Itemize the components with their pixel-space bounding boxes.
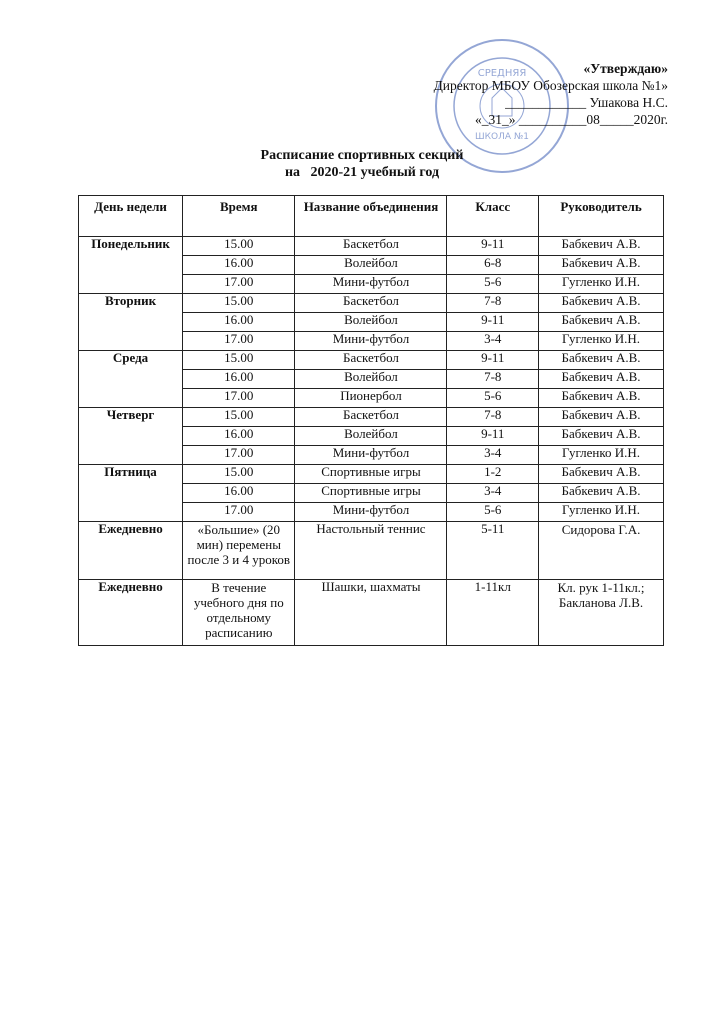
section-cell: Настольный теннис: [295, 522, 447, 580]
section-cell: Баскетбол: [295, 294, 447, 313]
leader-cell: Гугленко И.Н.: [539, 332, 664, 351]
class-cell: 5-6: [447, 389, 539, 408]
day-cell: Среда: [79, 351, 183, 408]
section-cell: Волейбол: [295, 256, 447, 275]
approval-date: «_31_» __________08_____2020г.: [474, 112, 668, 127]
svg-text:СРЕДНЯЯ: СРЕДНЯЯ: [477, 68, 527, 79]
section-cell: Баскетбол: [295, 408, 447, 427]
section-cell: Шашки, шахматы: [295, 580, 447, 646]
time-cell: «Большие» (20 мин) перемены после 3 и 4 уроков: [183, 522, 295, 580]
day-cell: Ежедневно: [79, 522, 183, 580]
class-cell: 7-8: [447, 294, 539, 313]
leader-cell: Бабкевич А.В.: [539, 389, 664, 408]
table-row: [79, 522, 664, 580]
table-row: [79, 408, 664, 427]
section-cell: Мини-футбол: [295, 446, 447, 465]
time-cell: 17.00: [183, 332, 295, 351]
leader-cell: Бабкевич А.В.: [539, 237, 664, 256]
section-cell: Волейбол: [295, 313, 447, 332]
table-row: [79, 294, 664, 313]
title-line-2: на 2020-21 учебный год: [284, 165, 440, 180]
approval-block: [434, 60, 668, 128]
page-title: [0, 147, 724, 181]
time-cell: 17.00: [183, 275, 295, 294]
leader-cell: Бабкевич А.В.: [539, 408, 664, 427]
leader-cell: Кл. рук 1-11кл.; Бакланова Л.В.: [539, 580, 664, 646]
table-row: [79, 465, 664, 484]
leader-cell: Бабкевич А.В.: [539, 427, 664, 446]
time-cell: 15.00: [183, 237, 295, 256]
approval-director: Директор МБОУ Обозерская школа №1»: [433, 78, 668, 93]
header-day: День недели: [79, 196, 183, 237]
leader-cell: Гугленко И.Н.: [539, 446, 664, 465]
time-cell: 16.00: [183, 484, 295, 503]
table-row: [79, 237, 664, 256]
class-cell: 5-6: [447, 275, 539, 294]
section-cell: Пионербол: [295, 389, 447, 408]
section-cell: Баскетбол: [295, 351, 447, 370]
class-cell: 1-11кл: [447, 580, 539, 646]
header-name: Название объединения: [295, 196, 447, 237]
time-cell: 15.00: [183, 294, 295, 313]
section-cell: Мини-футбол: [295, 332, 447, 351]
time-cell: 16.00: [183, 370, 295, 389]
section-cell: Волейбол: [295, 370, 447, 389]
section-cell: Волейбол: [295, 427, 447, 446]
class-cell: 5-11: [447, 522, 539, 580]
leader-cell: Бабкевич А.В.: [539, 370, 664, 389]
day-cell: Понедельник: [79, 237, 183, 294]
class-cell: 9-11: [447, 351, 539, 370]
leader-cell: Гугленко И.Н.: [539, 503, 664, 522]
day-cell: Вторник: [79, 294, 183, 351]
class-cell: 9-11: [447, 313, 539, 332]
section-cell: Спортивные игры: [295, 484, 447, 503]
time-cell: 15.00: [183, 408, 295, 427]
header-class: Класс: [447, 196, 539, 237]
header-leader: Руководитель: [539, 196, 664, 237]
time-cell: 17.00: [183, 446, 295, 465]
time-cell: 17.00: [183, 389, 295, 408]
title-line-1: Расписание спортивных секций: [260, 148, 464, 163]
day-cell: Ежедневно: [79, 580, 183, 646]
class-cell: 9-11: [447, 427, 539, 446]
class-cell: 7-8: [447, 408, 539, 427]
class-cell: 3-4: [447, 446, 539, 465]
approval-signature: ____________ Ушакова Н.С.: [505, 95, 668, 110]
time-cell: 15.00: [183, 351, 295, 370]
class-cell: 3-4: [447, 332, 539, 351]
table-row: [79, 580, 664, 646]
header-time: Время: [183, 196, 295, 237]
leader-cell: Бабкевич А.В.: [539, 256, 664, 275]
table-header-row: [79, 196, 664, 237]
leader-cell: Бабкевич А.В.: [539, 294, 664, 313]
leader-cell: Гугленко И.Н.: [539, 275, 664, 294]
time-cell: 16.00: [183, 256, 295, 275]
section-cell: Спортивные игры: [295, 465, 447, 484]
time-cell: 17.00: [183, 503, 295, 522]
leader-cell: Бабкевич А.В.: [539, 484, 664, 503]
svg-text:ШКОЛА №1: ШКОЛА №1: [475, 132, 529, 142]
leader-cell: Сидорова Г.А.: [539, 522, 664, 580]
class-cell: 5-6: [447, 503, 539, 522]
section-cell: Мини-футбол: [295, 275, 447, 294]
leader-cell: Бабкевич А.В.: [539, 351, 664, 370]
schedule-table: [78, 195, 664, 646]
class-cell: 6-8: [447, 256, 539, 275]
section-cell: Баскетбол: [295, 237, 447, 256]
time-cell: 16.00: [183, 427, 295, 446]
day-cell: Четверг: [79, 408, 183, 465]
section-cell: Мини-футбол: [295, 503, 447, 522]
approval-title: «Утверждаю»: [583, 61, 668, 76]
leader-cell: Бабкевич А.В.: [539, 465, 664, 484]
leader-cell: Бабкевич А.В.: [539, 313, 664, 332]
day-cell: Пятница: [79, 465, 183, 522]
class-cell: 1-2: [447, 465, 539, 484]
time-cell: 15.00: [183, 465, 295, 484]
class-cell: 7-8: [447, 370, 539, 389]
time-cell: 16.00: [183, 313, 295, 332]
class-cell: 3-4: [447, 484, 539, 503]
time-cell: В течение учебного дня по отдельному расписанию: [183, 580, 295, 646]
class-cell: 9-11: [447, 237, 539, 256]
table-row: [79, 351, 664, 370]
